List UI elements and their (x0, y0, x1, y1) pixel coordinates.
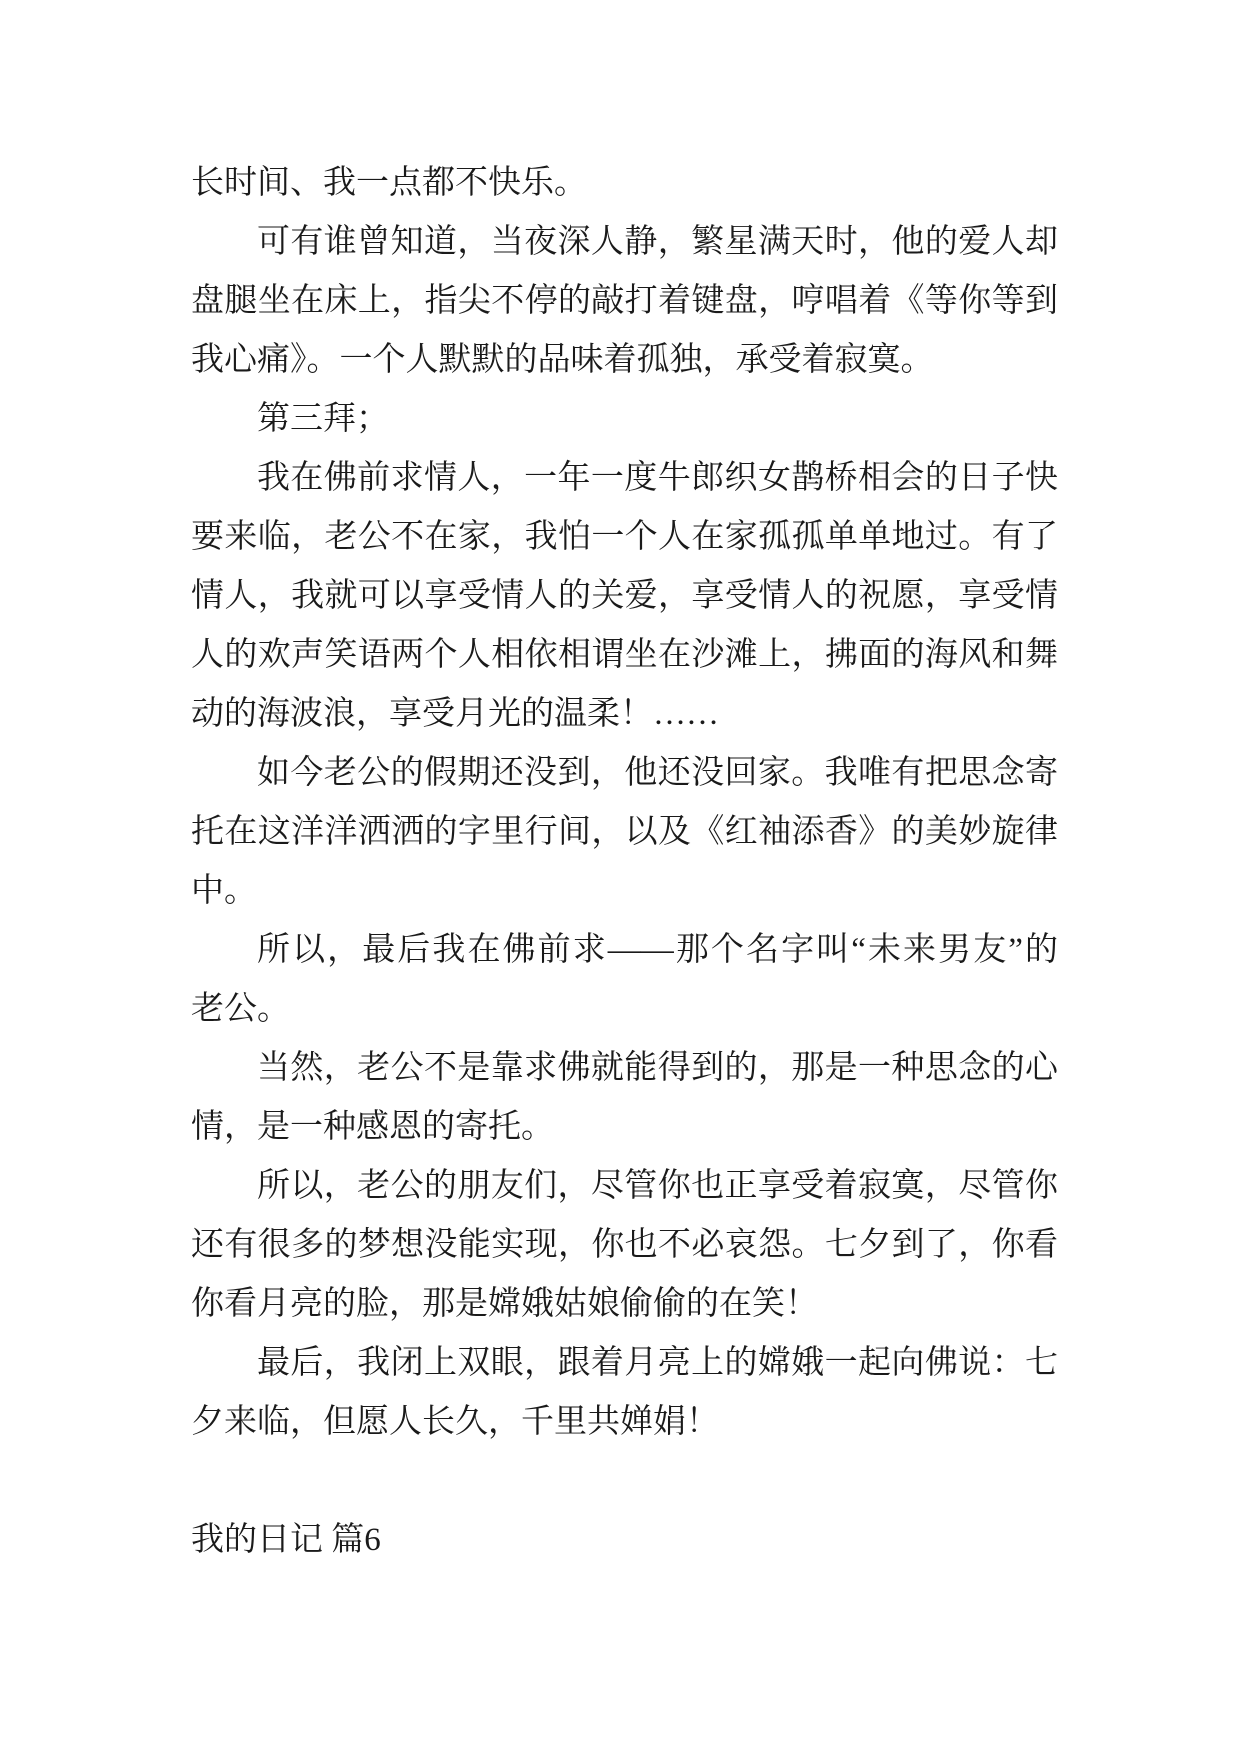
text-line: 所以，最后我在佛前求——那个名字叫“未来男友”的 (257, 932, 1058, 968)
text-line: 我心痛》。一个人默默的品味着孤独，承受着寂寞。 (191, 342, 934, 378)
paragraph (191, 390, 1058, 449)
text-line: 托在这洋洋洒洒的字里行间，以及《红袖添香》的美妙旋律 (191, 814, 1058, 850)
paragraph (191, 449, 1058, 744)
text-line: 动的海波浪，享受月光的温柔！…… (191, 696, 719, 732)
text-line: 要来临，老公不在家，我怕一个人在家孤孤单单地过。有了 (191, 519, 1058, 555)
document-body (191, 154, 1058, 1570)
paragraph (191, 154, 1058, 213)
paragraph (191, 1334, 1058, 1452)
text-line: 情，是一种感恩的寄托。 (191, 1109, 554, 1145)
text-line: 所以，老公的朋友们，尽管你也正享受着寂寞，尽管你 (257, 1168, 1058, 1204)
text-line: 中。 (191, 873, 257, 909)
text-line: 还有很多的梦想没能实现，你也不必哀怨。七夕到了，你看 (191, 1227, 1058, 1263)
paragraph (191, 213, 1058, 390)
blank-line (191, 1452, 1058, 1511)
text-line: 夕来临，但愿人长久，千里共婵娟！ (191, 1404, 719, 1440)
paragraph (191, 1039, 1058, 1157)
text-line: 最后，我闭上双眼，跟着月亮上的嫦娥一起向佛说：七 (257, 1345, 1058, 1381)
text-line: 情人，我就可以享受情人的关爱，享受情人的祝愿，享受情 (191, 578, 1058, 614)
text-line: 你看月亮的脸，那是嫦娥姑娘偷偷的在笑！ (191, 1286, 818, 1322)
text-line: 人的欢声笑语两个人相依相谓坐在沙滩上，拂面的海风和舞 (191, 637, 1058, 673)
paragraph (191, 921, 1058, 1039)
text-line: 可有谁曾知道，当夜深人静，繁星满天时，他的爱人却 (257, 224, 1058, 260)
paragraph (191, 1157, 1058, 1334)
text-line: 如今老公的假期还没到，他还没回家。我唯有把思念寄 (257, 755, 1058, 791)
section-heading: 我的日记 篇6 (191, 1522, 381, 1558)
paragraph (191, 744, 1058, 921)
text-line: 当然，老公不是靠求佛就能得到的，那是一种思念的心 (257, 1050, 1058, 1086)
text-line: 长时间、我一点都不快乐。 (191, 165, 587, 201)
text-line: 第三拜； (257, 401, 389, 437)
text-line: 我在佛前求情人，一年一度牛郎织女鹊桥相会的日子快 (257, 460, 1058, 496)
text-line: 老公。 (191, 991, 290, 1027)
text-line: 盘腿坐在床上，指尖不停的敲打着键盘，哼唱着《等你等到 (191, 283, 1058, 319)
